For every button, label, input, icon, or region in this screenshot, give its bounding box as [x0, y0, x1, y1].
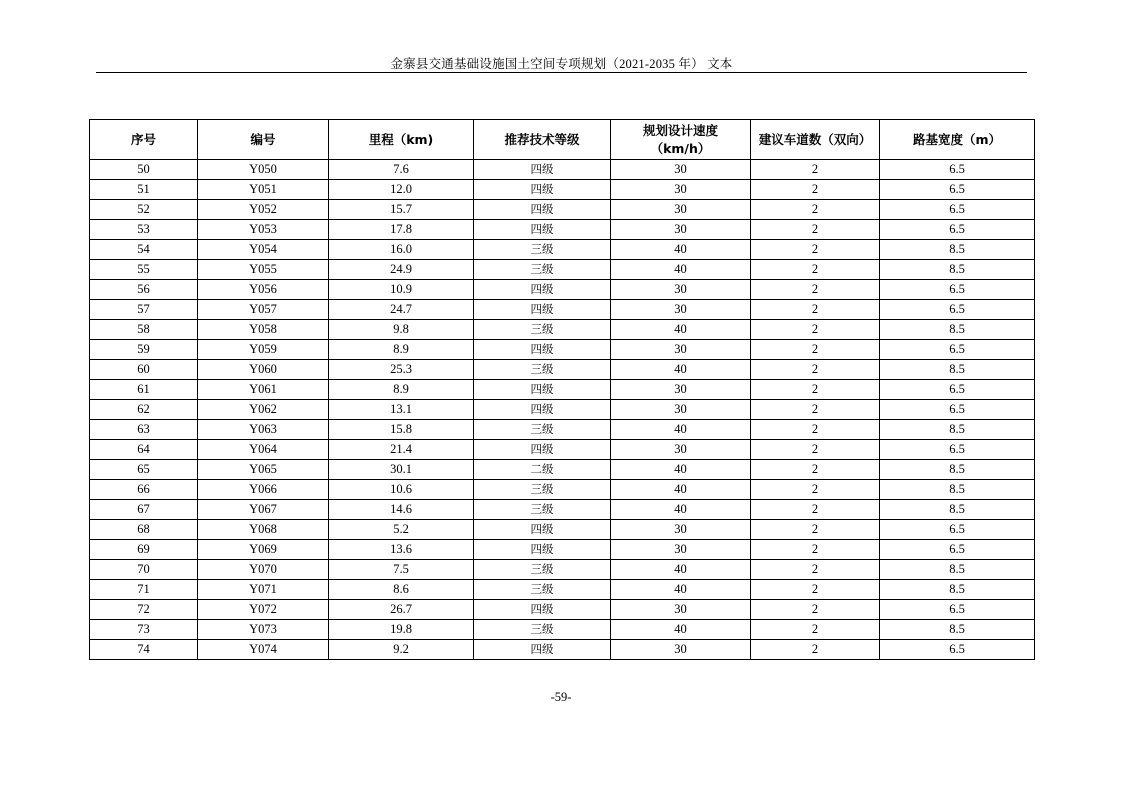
cell-width: 6.5	[880, 600, 1035, 620]
cell-grade: 三级	[474, 240, 611, 260]
cell-seq: 58	[90, 320, 198, 340]
cell-lanes: 2	[751, 260, 880, 280]
cell-seq: 53	[90, 220, 198, 240]
cell-width: 6.5	[880, 540, 1035, 560]
cell-lanes: 2	[751, 400, 880, 420]
table-row	[90, 320, 1035, 340]
cell-speed: 40	[611, 240, 751, 260]
cell-seq: 62	[90, 400, 198, 420]
table-row	[90, 160, 1035, 180]
cell-width: 8.5	[880, 320, 1035, 340]
cell-lanes: 2	[751, 560, 880, 580]
cell-length: 13.6	[329, 540, 474, 560]
header-text-line: （km/h）	[650, 140, 711, 156]
header-text-line: 序号	[130, 131, 156, 147]
cell-seq: 57	[90, 300, 198, 320]
cell-grade: 四级	[474, 440, 611, 460]
table-row	[90, 440, 1035, 460]
cell-lanes: 2	[751, 620, 880, 640]
cell-grade: 四级	[474, 340, 611, 360]
cell-grade: 三级	[474, 360, 611, 380]
cell-code: Y055	[198, 260, 329, 280]
cell-length: 9.8	[329, 320, 474, 340]
cell-width: 6.5	[880, 520, 1035, 540]
cell-code: Y073	[198, 620, 329, 640]
cell-width: 8.5	[880, 240, 1035, 260]
col-length-header	[329, 120, 474, 160]
cell-lanes: 2	[751, 580, 880, 600]
cell-lanes: 2	[751, 340, 880, 360]
cell-grade: 四级	[474, 600, 611, 620]
cell-speed: 30	[611, 640, 751, 660]
cell-lanes: 2	[751, 380, 880, 400]
cell-grade: 四级	[474, 400, 611, 420]
cell-grade: 四级	[474, 180, 611, 200]
table-row	[90, 180, 1035, 200]
cell-length: 7.5	[329, 560, 474, 580]
header-text-line: 编号	[250, 131, 276, 147]
cell-lanes: 2	[751, 220, 880, 240]
cell-length: 14.6	[329, 500, 474, 520]
col-width-header	[880, 120, 1035, 160]
cell-length: 16.0	[329, 240, 474, 260]
cell-speed: 40	[611, 560, 751, 580]
cell-lanes: 2	[751, 420, 880, 440]
cell-width: 8.5	[880, 360, 1035, 380]
table-row	[90, 240, 1035, 260]
cell-width: 8.5	[880, 480, 1035, 500]
cell-length: 9.2	[329, 640, 474, 660]
cell-speed: 30	[611, 440, 751, 460]
cell-length: 24.7	[329, 300, 474, 320]
cell-length: 30.1	[329, 460, 474, 480]
cell-length: 19.8	[329, 620, 474, 640]
col-code-header	[198, 120, 329, 160]
cell-length: 10.6	[329, 480, 474, 500]
cell-code: Y056	[198, 280, 329, 300]
cell-speed: 30	[611, 540, 751, 560]
header-text-line: 推荐技术等级	[504, 131, 580, 147]
cell-length: 26.7	[329, 600, 474, 620]
cell-length: 15.7	[329, 200, 474, 220]
cell-lanes: 2	[751, 520, 880, 540]
table-row	[90, 220, 1035, 240]
col-seq-header	[90, 120, 198, 160]
table-row	[90, 260, 1035, 280]
cell-length: 15.8	[329, 420, 474, 440]
cell-width: 8.5	[880, 580, 1035, 600]
header-text-line: 规划设计速度	[642, 122, 718, 138]
cell-seq: 51	[90, 180, 198, 200]
cell-grade: 二级	[474, 460, 611, 480]
cell-width: 6.5	[880, 340, 1035, 360]
cell-seq: 70	[90, 560, 198, 580]
cell-lanes: 2	[751, 160, 880, 180]
cell-lanes: 2	[751, 600, 880, 620]
cell-code: Y061	[198, 380, 329, 400]
cell-grade: 四级	[474, 220, 611, 240]
cell-width: 8.5	[880, 620, 1035, 640]
cell-speed: 30	[611, 340, 751, 360]
cell-code: Y059	[198, 340, 329, 360]
cell-seq: 63	[90, 420, 198, 440]
table-row	[90, 580, 1035, 600]
table-row	[90, 500, 1035, 520]
cell-seq: 69	[90, 540, 198, 560]
cell-code: Y062	[198, 400, 329, 420]
cell-length: 8.6	[329, 580, 474, 600]
cell-grade: 三级	[474, 260, 611, 280]
cell-speed: 30	[611, 180, 751, 200]
cell-grade: 三级	[474, 320, 611, 340]
cell-lanes: 2	[751, 280, 880, 300]
cell-code: Y063	[198, 420, 329, 440]
cell-seq: 55	[90, 260, 198, 280]
cell-seq: 60	[90, 360, 198, 380]
cell-lanes: 2	[751, 180, 880, 200]
col-speed-header	[611, 120, 751, 160]
cell-width: 6.5	[880, 180, 1035, 200]
cell-width: 8.5	[880, 500, 1035, 520]
cell-lanes: 2	[751, 500, 880, 520]
cell-length: 21.4	[329, 440, 474, 460]
cell-speed: 40	[611, 420, 751, 440]
cell-seq: 52	[90, 200, 198, 220]
table-row	[90, 360, 1035, 380]
cell-speed: 40	[611, 500, 751, 520]
cell-width: 6.5	[880, 280, 1035, 300]
table-row	[90, 340, 1035, 360]
table-row	[90, 300, 1035, 320]
cell-width: 6.5	[880, 400, 1035, 420]
cell-code: Y050	[198, 160, 329, 180]
cell-seq: 68	[90, 520, 198, 540]
cell-lanes: 2	[751, 640, 880, 660]
cell-grade: 三级	[474, 480, 611, 500]
cell-seq: 67	[90, 500, 198, 520]
cell-grade: 四级	[474, 160, 611, 180]
cell-lanes: 2	[751, 320, 880, 340]
cell-lanes: 2	[751, 480, 880, 500]
cell-speed: 40	[611, 580, 751, 600]
cell-width: 6.5	[880, 160, 1035, 180]
cell-seq: 54	[90, 240, 198, 260]
cell-grade: 四级	[474, 640, 611, 660]
header-divider	[96, 72, 1027, 73]
table-row	[90, 460, 1035, 480]
cell-grade: 三级	[474, 500, 611, 520]
cell-lanes: 2	[751, 540, 880, 560]
cell-speed: 30	[611, 300, 751, 320]
col-grade-header	[474, 120, 611, 160]
cell-code: Y053	[198, 220, 329, 240]
cell-lanes: 2	[751, 440, 880, 460]
cell-grade: 三级	[474, 580, 611, 600]
table-row	[90, 480, 1035, 500]
cell-code: Y066	[198, 480, 329, 500]
cell-width: 8.5	[880, 260, 1035, 280]
cell-speed: 30	[611, 200, 751, 220]
road-planning-table	[89, 119, 1035, 660]
table-header-row	[90, 120, 1035, 160]
cell-seq: 64	[90, 440, 198, 460]
cell-length: 7.6	[329, 160, 474, 180]
cell-width: 8.5	[880, 460, 1035, 480]
cell-seq: 59	[90, 340, 198, 360]
cell-width: 8.5	[880, 420, 1035, 440]
cell-speed: 30	[611, 220, 751, 240]
cell-speed: 30	[611, 160, 751, 180]
col-lanes-header	[751, 120, 880, 160]
cell-seq: 56	[90, 280, 198, 300]
cell-seq: 50	[90, 160, 198, 180]
cell-length: 8.9	[329, 340, 474, 360]
cell-seq: 74	[90, 640, 198, 660]
cell-speed: 30	[611, 520, 751, 540]
header-text-line: 建议车道数（双向）	[758, 131, 872, 147]
header-text-line: 路基宽度（m）	[912, 131, 1002, 147]
table-row	[90, 280, 1035, 300]
cell-code: Y060	[198, 360, 329, 380]
cell-code: Y070	[198, 560, 329, 580]
cell-code: Y057	[198, 300, 329, 320]
cell-speed: 30	[611, 380, 751, 400]
cell-width: 6.5	[880, 220, 1035, 240]
table-body	[90, 160, 1035, 660]
table-row	[90, 540, 1035, 560]
cell-speed: 40	[611, 480, 751, 500]
cell-width: 6.5	[880, 300, 1035, 320]
cell-grade: 四级	[474, 300, 611, 320]
cell-code: Y054	[198, 240, 329, 260]
cell-grade: 三级	[474, 560, 611, 580]
table-row	[90, 520, 1035, 540]
cell-width: 6.5	[880, 440, 1035, 460]
cell-speed: 30	[611, 400, 751, 420]
cell-speed: 40	[611, 620, 751, 640]
cell-lanes: 2	[751, 300, 880, 320]
cell-seq: 71	[90, 580, 198, 600]
table-row	[90, 400, 1035, 420]
cell-length: 8.9	[329, 380, 474, 400]
cell-grade: 三级	[474, 620, 611, 640]
cell-width: 8.5	[880, 560, 1035, 580]
cell-length: 17.8	[329, 220, 474, 240]
cell-width: 6.5	[880, 640, 1035, 660]
cell-code: Y052	[198, 200, 329, 220]
cell-lanes: 2	[751, 460, 880, 480]
cell-length: 24.9	[329, 260, 474, 280]
cell-lanes: 2	[751, 240, 880, 260]
cell-grade: 四级	[474, 520, 611, 540]
cell-length: 5.2	[329, 520, 474, 540]
table-row	[90, 560, 1035, 580]
cell-width: 6.5	[880, 380, 1035, 400]
cell-seq: 66	[90, 480, 198, 500]
cell-length: 13.1	[329, 400, 474, 420]
cell-speed: 40	[611, 360, 751, 380]
cell-code: Y058	[198, 320, 329, 340]
header-text-line: 里程（km)	[368, 131, 434, 147]
cell-length: 10.9	[329, 280, 474, 300]
cell-speed: 40	[611, 320, 751, 340]
table-row	[90, 640, 1035, 660]
cell-code: Y064	[198, 440, 329, 460]
table-row	[90, 200, 1035, 220]
cell-width: 6.5	[880, 200, 1035, 220]
table-row	[90, 620, 1035, 640]
cell-speed: 40	[611, 260, 751, 280]
cell-speed: 30	[611, 600, 751, 620]
cell-code: Y051	[198, 180, 329, 200]
cell-code: Y067	[198, 500, 329, 520]
cell-seq: 73	[90, 620, 198, 640]
cell-speed: 40	[611, 460, 751, 480]
cell-code: Y074	[198, 640, 329, 660]
cell-code: Y072	[198, 600, 329, 620]
cell-seq: 61	[90, 380, 198, 400]
cell-code: Y068	[198, 520, 329, 540]
table-row	[90, 380, 1035, 400]
cell-code: Y069	[198, 540, 329, 560]
cell-seq: 65	[90, 460, 198, 480]
cell-grade: 四级	[474, 200, 611, 220]
cell-code: Y071	[198, 580, 329, 600]
cell-lanes: 2	[751, 200, 880, 220]
table-row	[90, 600, 1035, 620]
page-number: -59-	[550, 690, 572, 704]
cell-grade: 四级	[474, 380, 611, 400]
cell-length: 12.0	[329, 180, 474, 200]
cell-grade: 三级	[474, 420, 611, 440]
page-header-title: 金寨县交通基础设施国土空间专项规划（2021-2035 年） 文本	[390, 57, 733, 71]
cell-code: Y065	[198, 460, 329, 480]
cell-speed: 30	[611, 280, 751, 300]
cell-lanes: 2	[751, 360, 880, 380]
cell-grade: 四级	[474, 540, 611, 560]
cell-grade: 四级	[474, 280, 611, 300]
cell-length: 25.3	[329, 360, 474, 380]
table-row	[90, 420, 1035, 440]
cell-seq: 72	[90, 600, 198, 620]
